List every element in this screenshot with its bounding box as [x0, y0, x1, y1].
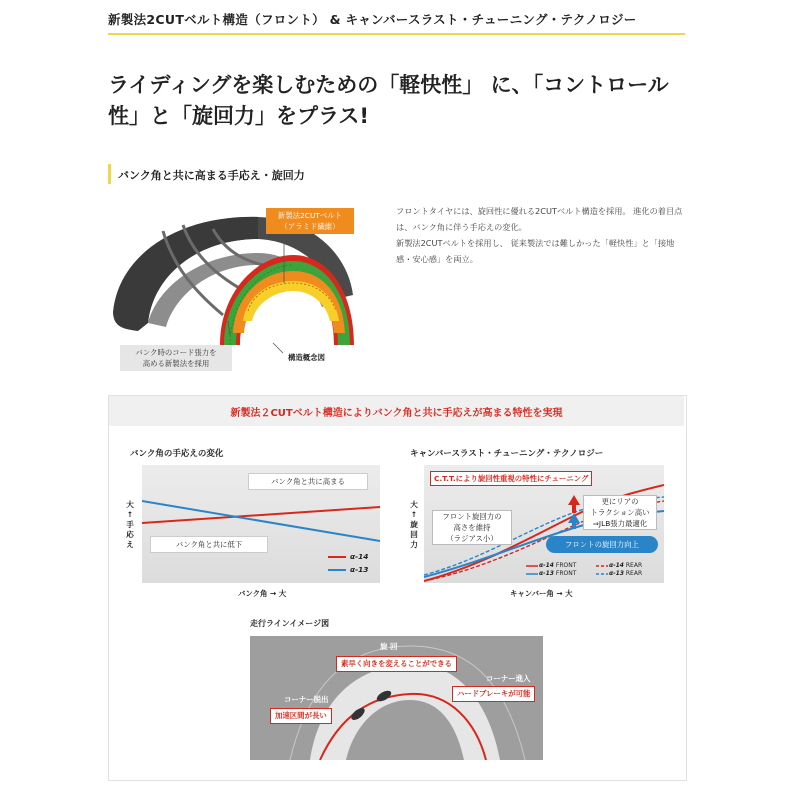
left-legend-alpha13: α-13 [350, 565, 369, 574]
up-arrow-icon [568, 495, 580, 513]
right-chart-title: キャンバースラスト・チューニング・テクノロジー [410, 449, 604, 459]
label-acceleration: 加速区間が長い [270, 708, 332, 724]
description-paragraph-1: フロントタイヤには、旋回性に優れる2CUTベルト構造を採用。 進化の着目点は、バンク角に伴う手応えの変化。 [396, 206, 683, 232]
legend-alpha13-rear-model: α-13 [609, 570, 624, 577]
rear-note [583, 495, 657, 530]
panel-title: 新製法２CUTベルト構造によりバンク角と共に手応えが高まる特性を実現 [230, 408, 563, 419]
label-hard-brake: ハードブレーキが可能 [452, 686, 535, 702]
left-chart-ylabel: 大↑手応え [126, 500, 134, 549]
label-corner-exit: コーナー脱出 [284, 695, 329, 704]
front-note [432, 510, 512, 545]
left-chart-title: バンク角の手応えの変化 [130, 449, 224, 459]
right-legend-2 [539, 570, 576, 578]
legend-alpha13-rear-pos: REAR [625, 570, 643, 577]
legend-alpha14-rear-model: α-14 [609, 562, 624, 569]
section-accent-bar [108, 164, 111, 184]
header-title: 新製法2CUTベルト構造（フロント） & キャンバースラスト・チューニング・テクノロジー [108, 12, 637, 27]
tension-callout-line-2: 高める新製法を採用 [142, 359, 210, 368]
rear-note-line-1: 更にリアの [601, 497, 639, 506]
description [396, 203, 686, 267]
ctt-label: C.T.T.により旋回性重視の特性にチューニング [430, 471, 592, 486]
legend-alpha13-front-pos: FRONT [555, 570, 577, 577]
left-callout-down: バンク角と共に低下 [150, 536, 268, 553]
legend-alpha14-rear-pos: REAR [625, 562, 643, 569]
legend-alpha14-front-pos: FRONT [555, 562, 577, 569]
label-turn: 旋 回 [380, 642, 398, 651]
section-title: バンク角と共に高まる手応え・旋回力 [118, 169, 305, 182]
headline-line-2: 性」と「旋回力」をプラス! [108, 104, 369, 128]
right-legend-3 [609, 562, 642, 570]
belt-callout-line-2: （アラミド繊維） [280, 222, 340, 231]
tension-callout-line-1: バンク時のコード張力を [135, 348, 217, 357]
structure-concept-label: 構造概念図 [288, 353, 325, 362]
right-legend [539, 562, 576, 570]
right-chart-xlabel: キャンバー角 → 大 [510, 589, 573, 598]
headline-line-1: ライディングを楽しむための「軽快性」 に、「コントロール [108, 73, 669, 97]
left-callout-up: バンク角と共に高まる [248, 473, 368, 490]
legend-alpha14-front-model: α-14 [539, 562, 554, 569]
legend-alpha13-front-model: α-13 [539, 570, 554, 577]
front-up-badge: フロントの旋回力向上 [546, 536, 658, 553]
label-quick-turn: 素早く向きを変えることができる [336, 656, 457, 672]
rear-note-line-2: トラクション高い [590, 508, 650, 517]
headline [108, 70, 698, 132]
line-figure-title: 走行ラインイメージ図 [250, 619, 330, 628]
left-legend-alpha14: α-14 [350, 552, 369, 561]
label-corner-entry: コーナー進入 [486, 674, 531, 683]
description-paragraph-2: 新製法2CUTベルトを採用し、 従来製法では難しかった「軽快性」と「接地感・安心感」を両立。 [396, 238, 675, 264]
right-legend-4 [609, 570, 642, 578]
header-divider [108, 33, 685, 35]
belt-callout-line-1: 新製法2CUTベルト [277, 211, 343, 220]
belt-callout [266, 208, 354, 234]
front-note-line-1: フロント旋回力の [442, 512, 502, 521]
tension-callout [120, 345, 232, 371]
front-note-line-3: （ラジアス小） [446, 534, 498, 543]
left-chart-xlabel: バンク角 → 大 [238, 589, 287, 598]
front-note-line-2: 高さを維持 [453, 523, 491, 532]
rear-note-line-3: ⇒JLB張力最適化 [592, 519, 648, 528]
right-chart-ylabel: 大↑旋回力 [410, 500, 418, 549]
